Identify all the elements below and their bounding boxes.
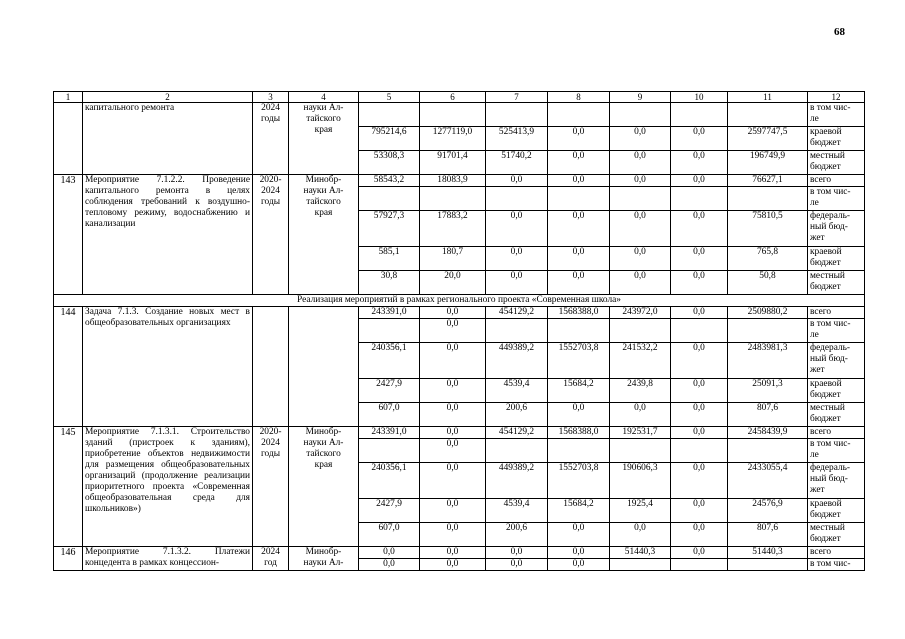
value-cell: 0,0	[359, 559, 420, 571]
value-cell: 2597747,5	[728, 127, 808, 151]
value-cell	[548, 103, 610, 127]
value-cell: 241532,2	[610, 343, 671, 379]
value-cell: 0,0	[610, 127, 671, 151]
value-cell: 0,0	[671, 403, 728, 427]
column-number: 9	[610, 92, 671, 103]
executor: Минобр- науки Ал-	[289, 547, 359, 571]
value-cell: 240356,1	[359, 343, 420, 379]
value-cell: 20,0	[420, 271, 486, 295]
value-cell: 240356,1	[359, 463, 420, 499]
value-cell: 585,1	[359, 247, 420, 271]
value-cell: 0,0	[671, 127, 728, 151]
value-cell: 25091,3	[728, 379, 808, 403]
funding-source: местный бюджет	[808, 523, 865, 547]
funding-source: всего	[808, 547, 865, 559]
value-cell: 53308,3	[359, 151, 420, 175]
funding-source: в том чис- ле	[808, 439, 865, 463]
value-cell: 2439,8	[610, 379, 671, 403]
funding-source: в том чис- ле	[808, 187, 865, 211]
value-cell: 0,0	[671, 211, 728, 247]
table-row	[54, 547, 865, 559]
column-number: 12	[808, 92, 865, 103]
column-number: 7	[486, 92, 548, 103]
value-cell: 2483981,3	[728, 343, 808, 379]
value-cell: 2427,9	[359, 499, 420, 523]
value-cell: 0,0	[548, 547, 610, 559]
value-cell: 243972,0	[610, 307, 671, 319]
value-cell	[486, 103, 548, 127]
value-cell: 0,0	[420, 427, 486, 439]
budget-table	[53, 91, 865, 571]
value-cell: 1925,4	[610, 499, 671, 523]
column-number: 10	[671, 92, 728, 103]
value-cell: 24576,9	[728, 499, 808, 523]
value-cell	[610, 103, 671, 127]
executor	[289, 307, 359, 427]
row-id: 143	[54, 175, 83, 295]
value-cell: 2427,9	[359, 379, 420, 403]
value-cell: 0,0	[671, 547, 728, 559]
value-cell: 0,0	[671, 343, 728, 379]
value-cell	[548, 187, 610, 211]
value-cell: 0,0	[548, 127, 610, 151]
value-cell: 0,0	[420, 439, 486, 463]
column-number-row	[54, 92, 865, 103]
value-cell: 50,8	[728, 271, 808, 295]
value-cell	[420, 187, 486, 211]
funding-source: в том чис- ле	[808, 103, 865, 127]
funding-source: федераль- ный бюд- жет	[808, 343, 865, 379]
value-cell: 15684,2	[548, 379, 610, 403]
measure-name: Задача 7.1.3. Создание новых мест в общеобразовательных организациях	[83, 307, 253, 427]
value-cell	[420, 103, 486, 127]
funding-source: краевой бюджет	[808, 379, 865, 403]
value-cell: 795214,6	[359, 127, 420, 151]
value-cell	[486, 319, 548, 343]
table-row	[54, 427, 865, 439]
value-cell: 0,0	[671, 523, 728, 547]
value-cell: 0,0	[548, 247, 610, 271]
value-cell	[548, 319, 610, 343]
value-cell: 180,7	[420, 247, 486, 271]
funding-source: всего	[808, 175, 865, 187]
table-row	[54, 307, 865, 319]
value-cell: 454129,2	[486, 307, 548, 319]
value-cell: 765,8	[728, 247, 808, 271]
value-cell: 0,0	[420, 403, 486, 427]
funding-source: в том чис- ле	[808, 319, 865, 343]
value-cell: 449389,2	[486, 343, 548, 379]
value-cell	[359, 103, 420, 127]
value-cell: 0,0	[486, 547, 548, 559]
value-cell	[359, 319, 420, 343]
table-row	[54, 175, 865, 187]
value-cell: 0,0	[671, 247, 728, 271]
value-cell: 0,0	[610, 151, 671, 175]
value-cell: 0,0	[548, 211, 610, 247]
value-cell	[610, 187, 671, 211]
value-cell: 525413,9	[486, 127, 548, 151]
value-cell: 51740,2	[486, 151, 548, 175]
funding-source: краевой бюджет	[808, 499, 865, 523]
column-number: 3	[253, 92, 289, 103]
value-cell: 15684,2	[548, 499, 610, 523]
value-cell: 58543,2	[359, 175, 420, 187]
value-cell: 51440,3	[728, 547, 808, 559]
measure-name: Мероприятие 7.1.3.2. Платежи концедента в рамках концессион-	[83, 547, 253, 571]
value-cell: 243391,0	[359, 307, 420, 319]
value-cell: 0,0	[420, 463, 486, 499]
value-cell	[728, 187, 808, 211]
funding-source: краевой бюджет	[808, 127, 865, 151]
value-cell: 192531,7	[610, 427, 671, 439]
funding-source: местный бюджет	[808, 151, 865, 175]
column-number: 1	[54, 92, 83, 103]
value-cell: 0,0	[610, 247, 671, 271]
value-cell	[728, 319, 808, 343]
column-number: 6	[420, 92, 486, 103]
value-cell: 0,0	[420, 547, 486, 559]
value-cell: 243391,0	[359, 427, 420, 439]
value-cell: 0,0	[671, 175, 728, 187]
value-cell	[728, 439, 808, 463]
value-cell	[671, 319, 728, 343]
value-cell: 18083,9	[420, 175, 486, 187]
value-cell: 0,0	[671, 499, 728, 523]
value-cell: 607,0	[359, 403, 420, 427]
value-cell: 0,0	[359, 547, 420, 559]
value-cell: 1552703,8	[548, 343, 610, 379]
value-cell	[671, 439, 728, 463]
value-cell	[728, 559, 808, 571]
value-cell	[728, 103, 808, 127]
value-cell: 4539,4	[486, 499, 548, 523]
value-cell	[671, 559, 728, 571]
value-cell: 0,0	[548, 559, 610, 571]
value-cell: 4539,4	[486, 379, 548, 403]
value-cell: 30,8	[359, 271, 420, 295]
value-cell: 0,0	[420, 499, 486, 523]
value-cell: 0,0	[420, 343, 486, 379]
value-cell	[486, 439, 548, 463]
value-cell: 200,6	[486, 523, 548, 547]
column-number: 8	[548, 92, 610, 103]
value-cell: 17883,2	[420, 211, 486, 247]
value-cell: 1568388,0	[548, 427, 610, 439]
value-cell	[671, 103, 728, 127]
value-cell	[486, 187, 548, 211]
value-cell: 0,0	[610, 271, 671, 295]
funding-source: местный бюджет	[808, 271, 865, 295]
value-cell: 0,0	[610, 403, 671, 427]
value-cell: 0,0	[548, 175, 610, 187]
value-cell: 0,0	[610, 175, 671, 187]
value-cell: 454129,2	[486, 427, 548, 439]
value-cell: 607,0	[359, 523, 420, 547]
measure-name: капитального ремонта	[83, 103, 253, 175]
value-cell: 0,0	[671, 307, 728, 319]
value-cell: 0,0	[486, 271, 548, 295]
value-cell: 0,0	[671, 271, 728, 295]
funding-source: всего	[808, 307, 865, 319]
value-cell: 0,0	[548, 151, 610, 175]
value-cell: 0,0	[548, 523, 610, 547]
value-cell	[548, 439, 610, 463]
value-cell: 0,0	[420, 523, 486, 547]
value-cell: 2458439,9	[728, 427, 808, 439]
value-cell: 200,6	[486, 403, 548, 427]
value-cell: 91701,4	[420, 151, 486, 175]
value-cell: 0,0	[420, 379, 486, 403]
funding-source: краевой бюджет	[808, 247, 865, 271]
value-cell	[610, 559, 671, 571]
value-cell: 57927,3	[359, 211, 420, 247]
value-cell: 1277119,0	[420, 127, 486, 151]
period: 2024 год	[253, 547, 289, 571]
value-cell: 0,0	[486, 211, 548, 247]
value-cell: 0,0	[486, 559, 548, 571]
executor: Минобр- науки Ал- тайского края	[289, 427, 359, 547]
column-number: 4	[289, 92, 359, 103]
table-body	[54, 92, 865, 571]
value-cell	[610, 439, 671, 463]
row-id: 145	[54, 427, 83, 547]
period	[253, 307, 289, 427]
value-cell: 0,0	[548, 271, 610, 295]
value-cell: 0,0	[671, 427, 728, 439]
value-cell: 1568388,0	[548, 307, 610, 319]
value-cell: 0,0	[420, 307, 486, 319]
funding-source: федераль- ный бюд- жет	[808, 211, 865, 247]
row-id: 146	[54, 547, 83, 571]
value-cell: 0,0	[671, 463, 728, 499]
value-cell: 196749,9	[728, 151, 808, 175]
value-cell: 51440,3	[610, 547, 671, 559]
executor: науки Ал- тайского края	[289, 103, 359, 175]
value-cell: 190606,3	[610, 463, 671, 499]
value-cell: 76627,1	[728, 175, 808, 187]
period: 2020- 2024 годы	[253, 427, 289, 547]
section-header-row	[54, 295, 865, 307]
value-cell: 1552703,8	[548, 463, 610, 499]
executor: Минобр- науки Ал- тайского края	[289, 175, 359, 295]
column-number: 11	[728, 92, 808, 103]
table-row	[54, 103, 865, 127]
value-cell	[359, 187, 420, 211]
period: 2020- 2024 годы	[253, 175, 289, 295]
value-cell	[671, 187, 728, 211]
column-number: 5	[359, 92, 420, 103]
section-title: Реализация мероприятий в рамках регионального проекта «Современная школа»	[54, 295, 865, 307]
value-cell: 0,0	[610, 211, 671, 247]
value-cell: 807,6	[728, 523, 808, 547]
value-cell: 0,0	[486, 175, 548, 187]
funding-source: всего	[808, 427, 865, 439]
value-cell: 0,0	[671, 151, 728, 175]
funding-source: федераль- ный бюд- жет	[808, 463, 865, 499]
measure-name: Мероприятие 7.1.3.1. Строительство зданий (пристроек к зданиям), приобретение объектов недвижимости для размещения общеобразовательных организаций (продолжение реализации приоритетного проекта «Современная общеобразовательная среда для школьников»)	[83, 427, 253, 547]
value-cell: 807,6	[728, 403, 808, 427]
value-cell: 449389,2	[486, 463, 548, 499]
page-number: 68	[834, 26, 845, 38]
value-cell: 0,0	[420, 319, 486, 343]
value-cell: 75810,5	[728, 211, 808, 247]
value-cell: 2509880,2	[728, 307, 808, 319]
value-cell: 0,0	[486, 247, 548, 271]
funding-source: местный бюджет	[808, 403, 865, 427]
row-id: 144	[54, 307, 83, 427]
column-number: 2	[83, 92, 253, 103]
funding-source: в том чис-	[808, 559, 865, 571]
value-cell: 0,0	[420, 559, 486, 571]
value-cell: 0,0	[548, 403, 610, 427]
row-id	[54, 103, 83, 175]
value-cell: 2433055,4	[728, 463, 808, 499]
value-cell	[359, 439, 420, 463]
period: 2024 годы	[253, 103, 289, 175]
measure-name: Мероприятие 7.1.2.2. Проведение капитального ремонта в целях соблюдения требований к воздушно-тепловому режиму, водоснабжению и канализации	[83, 175, 253, 295]
value-cell: 0,0	[610, 523, 671, 547]
value-cell: 0,0	[671, 379, 728, 403]
value-cell	[610, 319, 671, 343]
